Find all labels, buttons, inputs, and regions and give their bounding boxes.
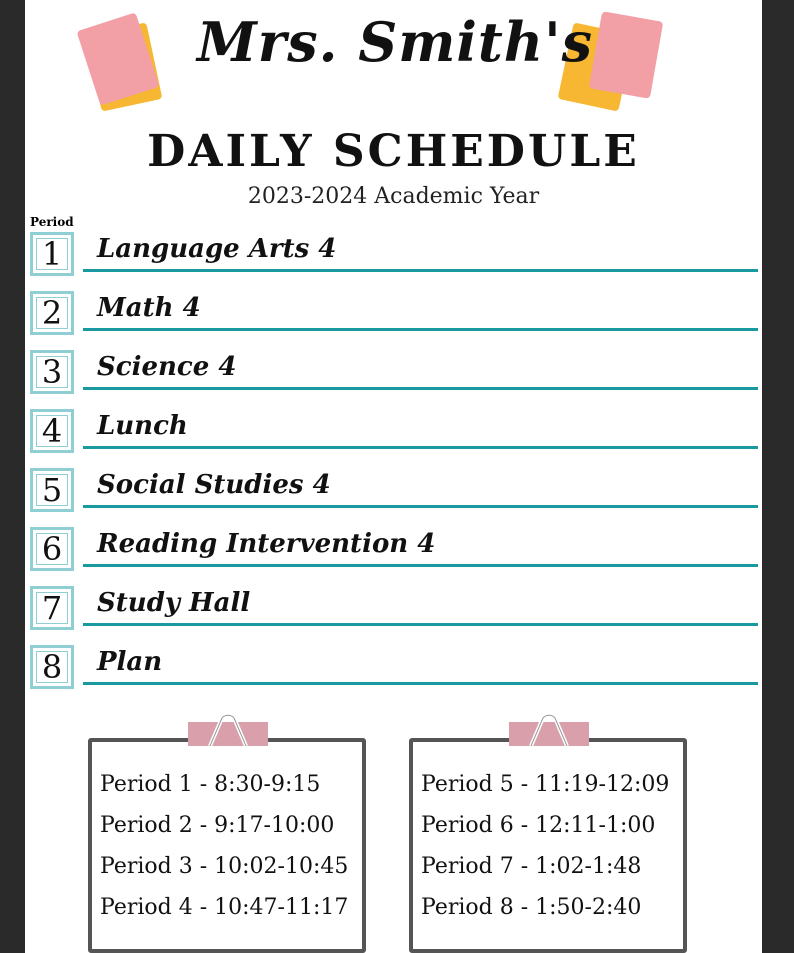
time-entry: Period 6 - 12:11-1:00: [421, 813, 656, 838]
binder-clip-icon: [188, 712, 268, 746]
period-number: 1: [30, 232, 74, 276]
page-title: Mrs. Smith's: [196, 10, 593, 74]
period-number: 4: [30, 409, 74, 453]
row-underline: [83, 623, 758, 626]
period-row: [25, 527, 762, 586]
period-row: [25, 409, 762, 468]
period-row: [25, 232, 762, 291]
time-entry: Period 3 - 10:02-10:45: [100, 854, 349, 879]
period-label: Period: [30, 215, 74, 229]
period-subject: Math 4: [97, 293, 201, 323]
period-number: 7: [30, 586, 74, 630]
row-underline: [83, 564, 758, 567]
period-number: 5: [30, 468, 74, 512]
row-underline: [83, 387, 758, 390]
period-subject: Study Hall: [97, 588, 251, 618]
period-number: 8: [30, 645, 74, 689]
period-number: 2: [30, 291, 74, 335]
period-subject: Science 4: [97, 352, 237, 382]
period-subject: Plan: [97, 647, 163, 677]
period-number: 3: [30, 350, 74, 394]
period-number: 6: [30, 527, 74, 571]
time-entry: Period 1 - 8:30-9:15: [100, 772, 321, 797]
row-underline: [83, 269, 758, 272]
time-entry: Period 7 - 1:02-1:48: [421, 854, 642, 879]
row-underline: [83, 682, 758, 685]
period-subject: Reading Intervention 4: [97, 529, 436, 559]
period-row: [25, 291, 762, 350]
period-subject: Social Studies 4: [97, 470, 331, 500]
period-row: [25, 468, 762, 527]
schedule-page: [25, 0, 762, 953]
page-subtitle: DAILY SCHEDULE: [147, 126, 640, 177]
time-entry: Period 4 - 10:47-11:17: [100, 895, 349, 920]
row-underline: [83, 505, 758, 508]
time-entry: Period 5 - 11:19-12:09: [421, 772, 670, 797]
binder-clip-icon: [509, 712, 589, 746]
period-row: [25, 645, 762, 704]
academic-year: 2023-2024 Academic Year: [247, 184, 540, 209]
period-row: [25, 586, 762, 645]
row-underline: [83, 328, 758, 331]
times-card-right: [409, 738, 687, 953]
row-underline: [83, 446, 758, 449]
times-card-left: [88, 738, 366, 953]
time-entry: Period 2 - 9:17-10:00: [100, 813, 335, 838]
period-subject: Lunch: [97, 411, 188, 441]
period-subject: Language Arts 4: [97, 234, 337, 264]
time-entry: Period 8 - 1:50-2:40: [421, 895, 642, 920]
period-row: [25, 350, 762, 409]
